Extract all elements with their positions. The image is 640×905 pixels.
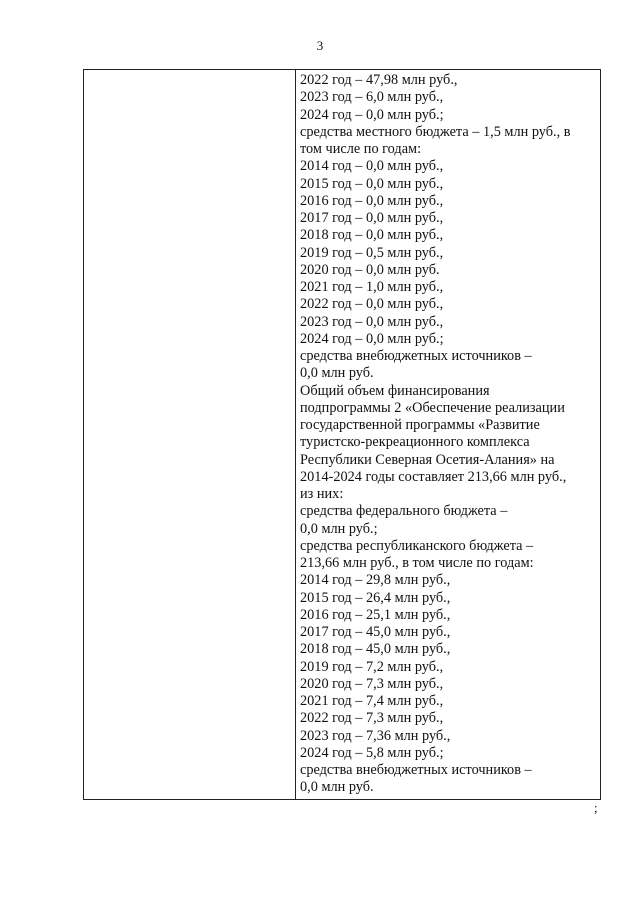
text-line: 2023 год – 6,0 млн руб., [300,89,444,106]
text-line: 2023 год – 7,36 млн руб., [300,727,451,744]
text-line: 213,66 млн руб., в том числе по годам: [300,555,534,571]
text-line: средства федерального бюджета – [300,503,508,520]
text-line: 2019 год – 7,2 млн руб., [300,658,444,675]
text-line: 0,0 млн руб.; [300,520,378,537]
page-number: 3 [316,38,324,53]
text-line: 2016 год – 25,1 млн руб., [300,606,451,623]
text-line: 2017 год – 0,0 млн руб., [300,210,444,226]
text-line: 2020 год – 0,0 млн руб. [300,261,440,278]
text-line: 2018 год – 45,0 млн руб., [300,641,451,658]
text-line: 2015 год – 26,4 млн руб., [300,589,451,606]
text-line: Общий объем финансирования [300,382,490,399]
text-line: 2024 год – 0,0 млн руб.; [300,330,444,347]
text-line: средства внебюджетных источников – [300,348,532,364]
text-line: 2022 год – 7,3 млн руб., [300,710,444,727]
text-line: туристско-рекреационного комплекса [300,434,530,451]
table-left-cell [84,70,295,799]
column-divider [295,70,296,799]
funding-table [83,69,601,800]
text-line: 2023 год – 0,0 млн руб., [300,313,444,330]
text-line: 2014-2024 годы составляет 213,66 млн руб., [300,468,567,485]
text-line: 2024 год – 5,8 млн руб.; [300,744,444,761]
text-line: средства республиканского бюджета – [300,537,534,554]
text-line: 2017 год – 45,0 млн руб., [300,624,451,640]
text-line: 2022 год – 0,0 млн руб., [300,296,444,313]
text-line: 2021 год – 7,4 млн руб., [300,693,444,709]
text-line: из них: [300,486,344,502]
text-line: государственной программы «Развитие [300,417,540,433]
text-line: 2022 год – 47,98 млн руб., [300,72,458,88]
text-line: 0,0 млн руб. [300,779,374,796]
text-line: 2014 год – 0,0 млн руб., [300,158,444,175]
text-line: 2016 год – 0,0 млн руб., [300,192,444,209]
text-line: средства внебюджетных источников – [300,762,532,778]
text-line: Республики Северная Осетия-Алания» на [300,451,555,468]
text-line: том числе по годам: [300,141,422,157]
text-line: 2015 год – 0,0 млн руб., [300,175,444,192]
trailing-semicolon: ; [594,800,598,815]
text-line: 2024 год – 0,0 млн руб.; [300,106,444,123]
text-line: 2021 год – 1,0 млн руб., [300,279,444,295]
text-line: 2018 год – 0,0 млн руб., [300,227,444,244]
text-line: 2020 год – 7,3 млн руб., [300,675,444,692]
text-line: подпрограммы 2 «Обеспечение реализации [300,399,565,416]
text-line: 0,0 млн руб. [300,365,374,382]
text-line: средства местного бюджета – 1,5 млн руб., в [300,123,571,140]
table-right-cell [300,72,596,797]
text-line: 2014 год – 29,8 млн руб., [300,572,451,589]
text-line: 2019 год – 0,5 млн руб., [300,244,444,261]
